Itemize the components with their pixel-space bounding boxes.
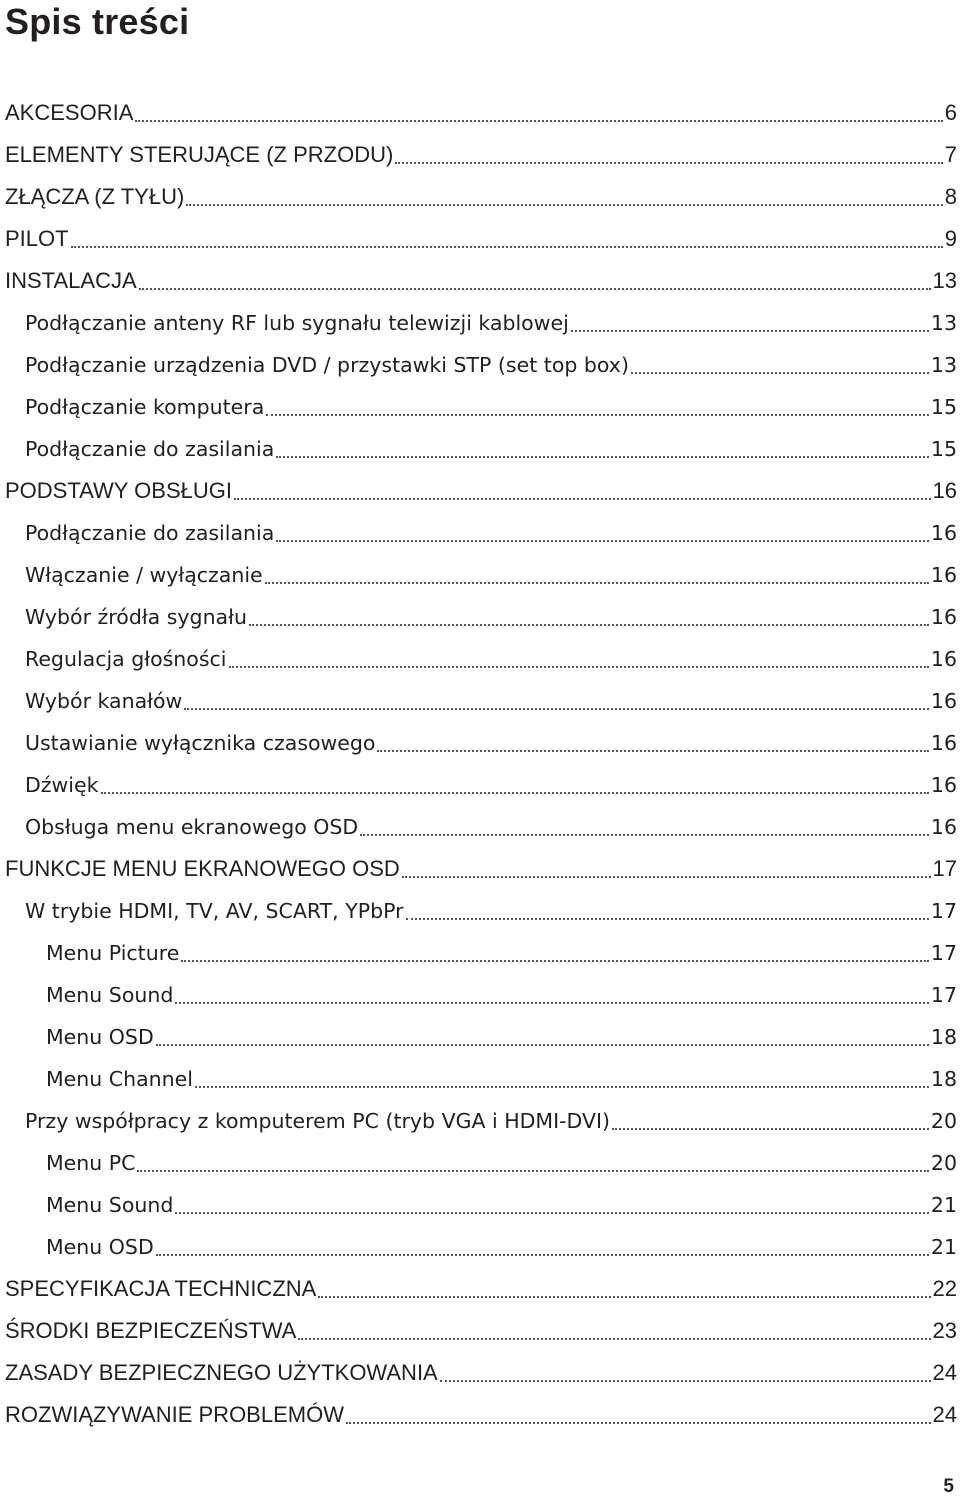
- toc-entry-label: W trybie HDMI, TV, AV, SCART, YPbPr: [25, 899, 404, 923]
- dot-leader: [395, 162, 942, 164]
- toc-entry[interactable]: [0, 218, 960, 260]
- toc-entry-page: 18: [930, 1025, 957, 1049]
- toc-entry-label: ŚRODKI BEZPIECZEŃSTWA: [5, 1318, 297, 1343]
- toc-entry[interactable]: [0, 134, 960, 176]
- dot-leader: [181, 960, 929, 962]
- toc-entry-label: Regulacja głośności: [25, 647, 227, 671]
- dot-leader: [234, 498, 931, 500]
- dot-leader: [175, 1212, 929, 1214]
- toc-entry-label: Menu OSD: [46, 1025, 154, 1049]
- toc-entry-page: 16: [932, 478, 957, 503]
- toc-entry-page: 16: [930, 731, 957, 755]
- toc-entry-page: 16: [930, 815, 957, 839]
- dot-leader: [631, 372, 929, 374]
- toc-entry-page: 17: [930, 983, 957, 1007]
- dot-leader: [406, 918, 929, 920]
- dot-leader: [71, 246, 943, 248]
- dot-leader: [186, 204, 942, 206]
- dot-leader: [440, 1380, 931, 1382]
- toc-entry[interactable]: [0, 596, 960, 638]
- toc-entry-page: 24: [932, 1402, 957, 1427]
- toc-entry-page: 17: [930, 941, 957, 965]
- toc-entry-page: 16: [930, 605, 957, 629]
- dot-leader: [156, 1254, 929, 1256]
- dot-leader: [298, 1338, 930, 1340]
- toc-entry-label: Podłączanie do zasilania: [25, 521, 275, 545]
- dot-leader: [402, 876, 931, 878]
- toc-entry-label: ELEMENTY STERUJĄCE (Z PRZODU): [5, 142, 394, 167]
- toc-entry[interactable]: [0, 974, 960, 1016]
- toc-entry-page: 16: [930, 689, 957, 713]
- toc-entry-page: 21: [930, 1193, 957, 1217]
- toc-entry[interactable]: [0, 386, 960, 428]
- toc-entry[interactable]: [0, 344, 960, 386]
- toc-entry-label: Wybór źródła sygnału: [25, 605, 247, 629]
- toc-entry[interactable]: [0, 260, 960, 302]
- toc-entry-page: 6: [944, 100, 957, 125]
- toc-entry-page: 15: [930, 437, 957, 461]
- toc-entry-page: 22: [932, 1276, 957, 1301]
- toc-entry-page: 20: [930, 1109, 957, 1133]
- toc-entry-page: 18: [930, 1067, 957, 1091]
- toc-entry-page: 16: [930, 563, 957, 587]
- toc-entry-label: Podłączanie do zasilania: [25, 437, 275, 461]
- dot-leader: [101, 792, 929, 794]
- toc-entry-label: Przy współpracy z komputerem PC (tryb VGA i HDMI-DVI): [25, 1109, 611, 1133]
- toc-entry-page: 16: [930, 521, 957, 545]
- toc-entry-label: ZASADY BEZPIECZNEGO UŻYTKOWANIA: [5, 1360, 438, 1385]
- toc-entry-label: Ustawianie wyłącznika czasowego: [25, 731, 376, 755]
- toc-entry[interactable]: [0, 764, 960, 806]
- dot-leader: [377, 750, 928, 752]
- toc-entry-label: Podłączanie komputera: [25, 395, 265, 419]
- dot-leader: [571, 330, 929, 332]
- toc-entry[interactable]: [0, 1268, 960, 1310]
- dot-leader: [612, 1128, 929, 1130]
- toc-entry[interactable]: [0, 1394, 960, 1436]
- toc-entry-label: PILOT: [5, 226, 69, 251]
- toc-entry[interactable]: [0, 1016, 960, 1058]
- toc-entry-page: 23: [932, 1318, 957, 1343]
- toc-entry-page: 13: [930, 311, 957, 335]
- toc-entry-label: Wybór kanałów: [25, 689, 183, 713]
- toc-entry[interactable]: [0, 176, 960, 218]
- toc-entry-label: Menu PC: [46, 1151, 136, 1175]
- dot-leader: [266, 414, 929, 416]
- toc-entry[interactable]: [0, 512, 960, 554]
- page-number: 5: [943, 1476, 954, 1497]
- toc-entry[interactable]: [0, 1310, 960, 1352]
- toc-entry[interactable]: [0, 554, 960, 596]
- dot-leader: [265, 582, 929, 584]
- toc-entry-label: Obsługa menu ekranowego OSD: [25, 815, 359, 839]
- toc-entry-label: ROZWIĄZYWANIE PROBLEMÓW: [5, 1402, 344, 1427]
- dot-leader: [249, 624, 929, 626]
- toc-entry[interactable]: [0, 302, 960, 344]
- toc-entry-label: AKCESORIA: [5, 100, 134, 125]
- toc-entry-label: Podłączanie anteny RF lub sygnału telewizji kablowej: [25, 311, 569, 335]
- toc-entry[interactable]: [0, 722, 960, 764]
- toc-entry[interactable]: [0, 92, 960, 134]
- dot-leader: [137, 1170, 928, 1172]
- toc-entry-page: 17: [930, 899, 957, 923]
- dot-leader: [135, 120, 942, 122]
- toc-entry[interactable]: [0, 428, 960, 470]
- table-of-contents: [0, 92, 960, 1436]
- toc-entry-page: 20: [930, 1151, 957, 1175]
- toc-entry[interactable]: [0, 1226, 960, 1268]
- toc-entry[interactable]: [0, 848, 960, 890]
- toc-entry[interactable]: [0, 680, 960, 722]
- toc-entry-page: 24: [932, 1360, 957, 1385]
- toc-entry-label: INSTALACJA: [5, 268, 137, 293]
- toc-entry-label: Menu Sound: [46, 1193, 174, 1217]
- toc-entry-label: Dźwięk: [25, 773, 99, 797]
- dot-leader: [318, 1296, 930, 1298]
- toc-entry[interactable]: [0, 1058, 960, 1100]
- toc-entry[interactable]: [0, 932, 960, 974]
- toc-entry-label: SPECYFIKACJA TECHNICZNA: [5, 1276, 317, 1301]
- toc-entry-label: Menu OSD: [46, 1235, 154, 1259]
- toc-entry[interactable]: [0, 1100, 960, 1142]
- dot-leader: [175, 1002, 929, 1004]
- toc-entry[interactable]: [0, 470, 960, 512]
- toc-entry-label: ZŁĄCZA (Z TYŁU): [5, 184, 185, 209]
- toc-entry-page: 16: [930, 773, 957, 797]
- dot-leader: [139, 288, 931, 290]
- toc-entry-label: Włączanie / wyłączanie: [25, 563, 263, 587]
- toc-entry-page: 13: [930, 353, 957, 377]
- toc-entry-page: 7: [944, 142, 957, 167]
- toc-entry-page: 13: [932, 268, 957, 293]
- toc-entry[interactable]: [0, 1352, 960, 1394]
- toc-entry[interactable]: [0, 890, 960, 932]
- toc-entry-label: FUNKCJE MENU EKRANOWEGO OSD: [5, 856, 400, 881]
- dot-leader: [229, 666, 929, 668]
- dot-leader: [276, 456, 929, 458]
- toc-entry-page: 16: [930, 647, 957, 671]
- toc-entry-label: Podłączanie urządzenia DVD / przystawki STP (set top box): [25, 353, 629, 377]
- toc-entry[interactable]: [0, 1184, 960, 1226]
- dot-leader: [156, 1044, 929, 1046]
- toc-entry-page: 21: [930, 1235, 957, 1259]
- toc-entry[interactable]: [0, 806, 960, 848]
- toc-entry-label: Menu Channel: [46, 1067, 193, 1091]
- toc-entry-page: 9: [944, 226, 957, 251]
- dot-leader: [360, 834, 929, 836]
- toc-entry-page: 8: [944, 184, 957, 209]
- toc-entry[interactable]: [0, 638, 960, 680]
- page-title: Spis treści: [5, 1, 190, 42]
- dot-leader: [346, 1422, 931, 1424]
- toc-entry-label: Menu Sound: [46, 983, 174, 1007]
- toc-entry-page: 17: [932, 856, 957, 881]
- toc-entry-label: Menu Picture: [46, 941, 180, 965]
- toc-entry-page: 15: [930, 395, 957, 419]
- dot-leader: [276, 540, 929, 542]
- dot-leader: [195, 1086, 929, 1088]
- dot-leader: [184, 708, 929, 710]
- toc-entry[interactable]: [0, 1142, 960, 1184]
- toc-entry-label: PODSTAWY OBSŁUGI: [5, 478, 232, 503]
